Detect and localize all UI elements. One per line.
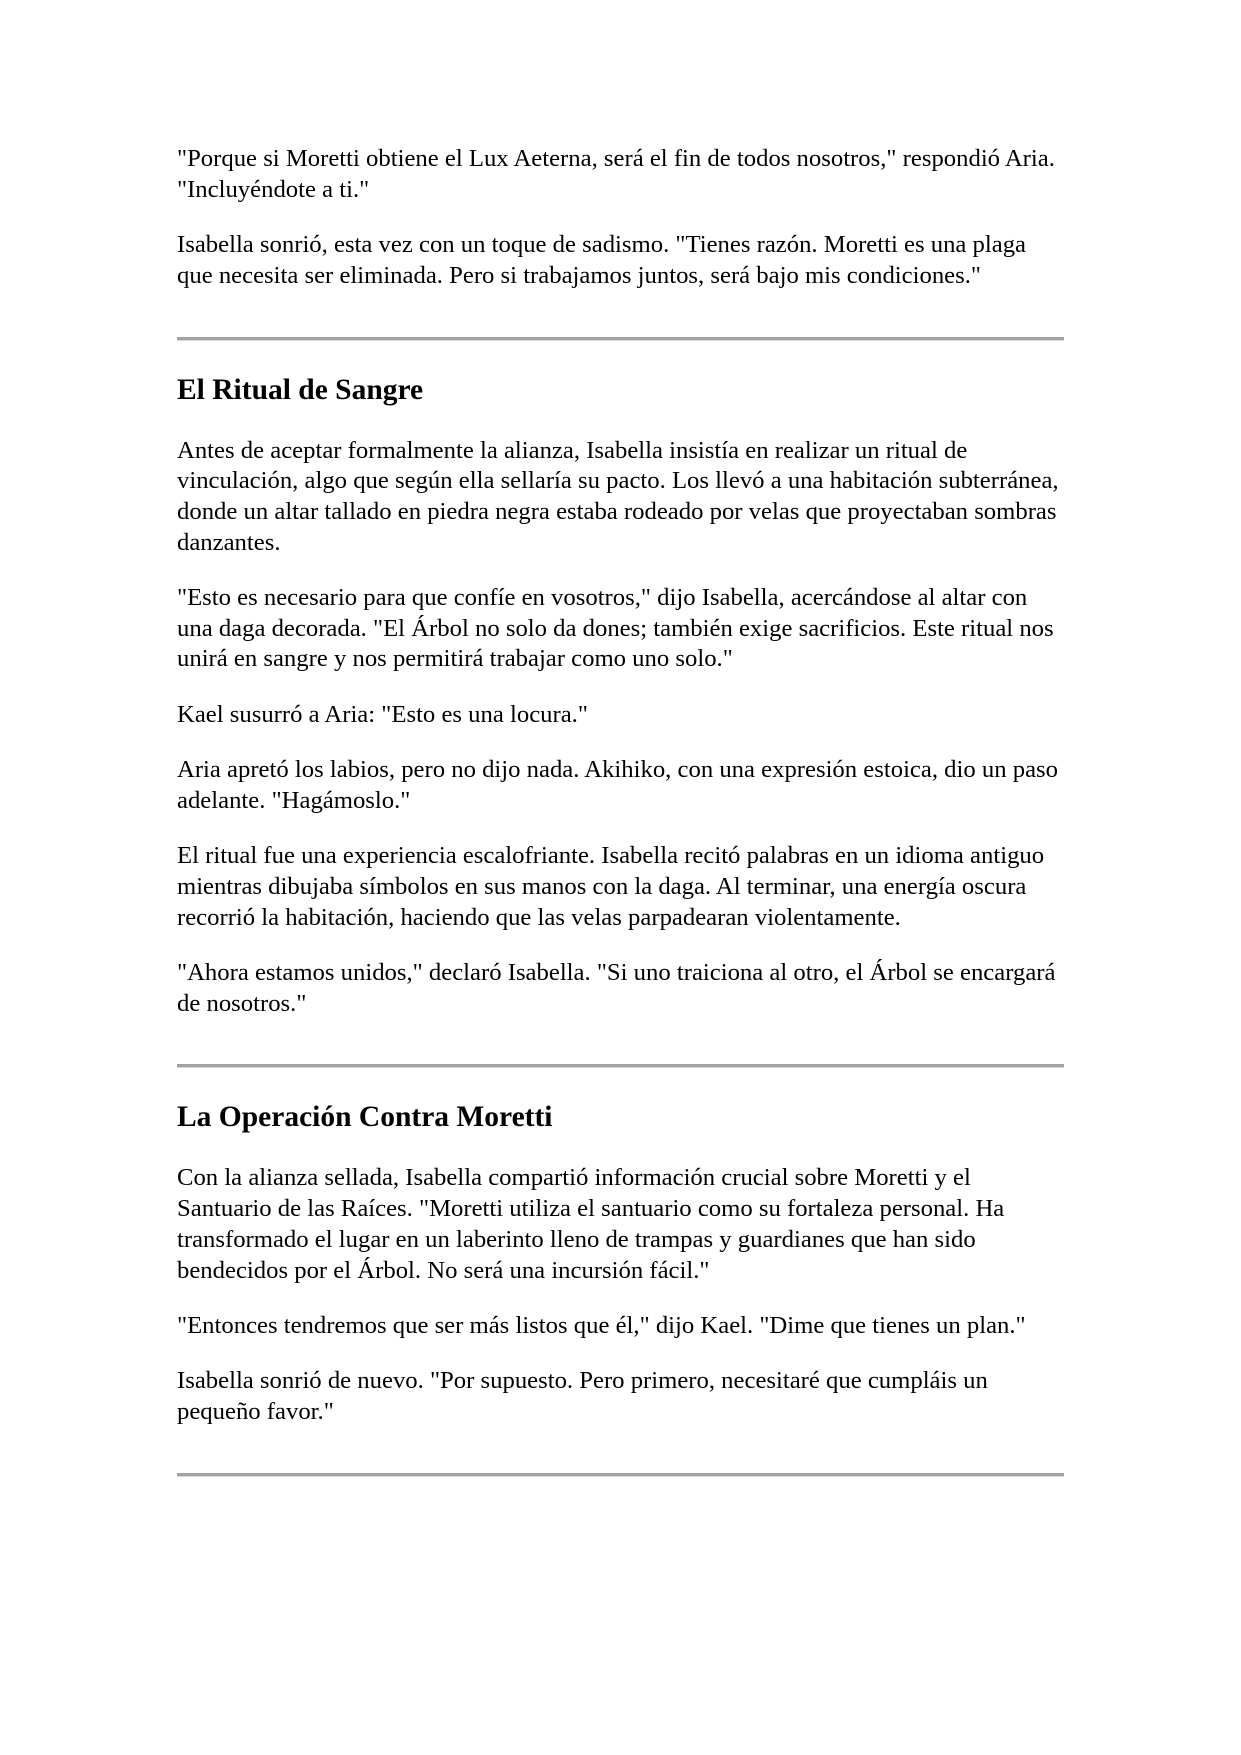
paragraph: "Ahora estamos unidos," declaró Isabella. "Si uno traiciona al otro, el Árbol se encargará de nosotros." bbox=[177, 959, 1056, 1017]
paragraph: "Porque si Moretti obtiene el Lux Aeterna, será el fin de todos nosotros," respondió Aria. "Incluyéndote a ti." bbox=[177, 145, 1055, 203]
paragraph: Isabella sonrió, esta vez con un toque de sadismo. "Tienes razón. Moretti es una plaga que necesita ser eliminada. Pero si trabajamos juntos, será bajo mis condiciones." bbox=[177, 231, 1027, 289]
paragraph: Con la alianza sellada, Isabella compartió información crucial sobre Moretti y el Santuario de las Raíces. "Moretti utiliza el santuario como su fortaleza personal. Ha transformado el lugar en un laberinto lleno de trampas y guardianes que han sido bendecidos por el Árbol. No será una incursión fácil." bbox=[177, 1164, 1005, 1284]
section-divider bbox=[177, 1064, 1064, 1068]
paragraph: Antes de aceptar formalmente la alianza, Isabella insistía en realizar un ritual de vinculación, algo que según ella sellaría su pacto. Los llevó a una habitación subterránea, donde un altar tallado en piedra negra estaba rodeado por velas que proyectaban sombras danzantes. bbox=[177, 436, 1059, 556]
section-divider bbox=[177, 337, 1064, 341]
paragraph: Kael susurró a Aria: "Esto es una locura." bbox=[177, 700, 588, 728]
paragraph: Isabella sonrió de nuevo. "Por supuesto. Pero primero, necesitaré que cumpláis un pequeño favor." bbox=[177, 1367, 988, 1426]
paragraph: "Entonces tendremos que ser más listos que él," dijo Kael. "Dime que tienes un plan." bbox=[177, 1311, 1026, 1339]
paragraph: "Esto es necesario para que confíe en vosotros," dijo Isabella, acercándose al altar con una daga decorada. "El Árbol no solo da dones; también exige sacrificios. Este ritual nos unirá en sangre y nos permitirá trabajar como uno solo." bbox=[177, 584, 1054, 673]
paragraph: El ritual fue una experiencia escalofriante. Isabella recitó palabras en un idioma antiguo mientras dibujaba símbolos en sus manos con la daga. Al terminar, una energía oscura recorrió la habitación, haciendo que las velas parpadearan violentamente. bbox=[177, 842, 1045, 931]
section-heading: El Ritual de Sangre bbox=[177, 373, 424, 406]
paragraph: Aria apretó los labios, pero no dijo nada. Akihiko, con una expresión estoica, dio un paso adelante. "Hagámoslo." bbox=[177, 756, 1059, 814]
section-heading: La Operación Contra Moretti bbox=[177, 1101, 553, 1134]
section-divider bbox=[177, 1473, 1064, 1477]
